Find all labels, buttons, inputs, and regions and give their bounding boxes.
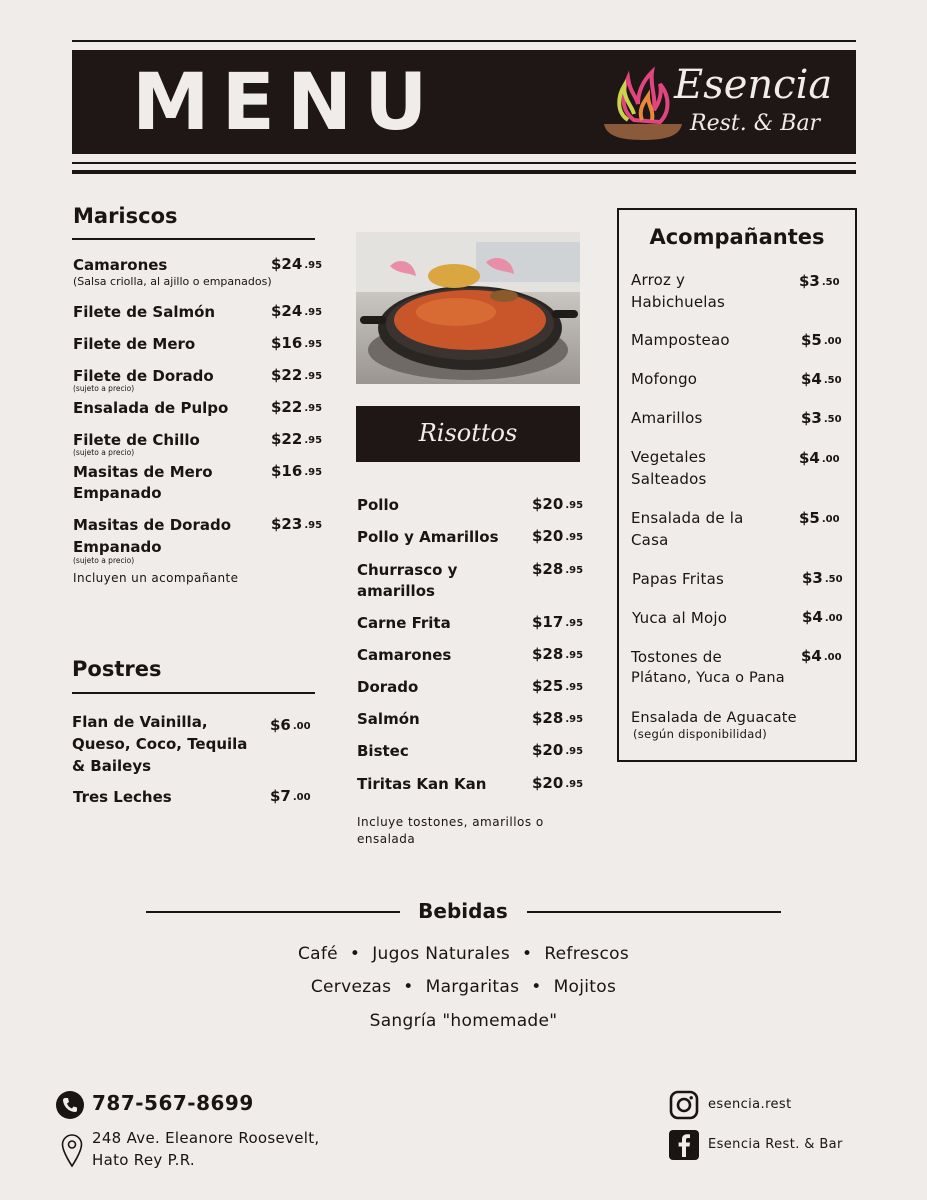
paella-dish-illustration	[356, 232, 580, 384]
risottos-item-name: Salmón	[357, 710, 420, 728]
acompanantes-item-price: $3 .50	[802, 569, 843, 587]
bebidas-line-2	[0, 975, 927, 999]
acompanantes-item-price: $5 .00	[799, 509, 840, 527]
phone-number[interactable]: 787-567-8699	[92, 1091, 254, 1115]
acompanantes-item-price: $4 .00	[799, 449, 840, 467]
mariscos-item-price: $16 .95	[271, 462, 323, 480]
phone-icon	[56, 1091, 84, 1119]
bebida-item: Sangría "homemade"	[369, 1011, 558, 1031]
risottos-item-price: $17 .95	[532, 613, 584, 631]
acompanantes-item-name: Mofongo	[631, 370, 698, 388]
mariscos-footnote: Incluyen un acompañante	[73, 571, 239, 585]
acompanantes-item-price: $4 .00	[802, 608, 843, 626]
acompanantes-item-name: Casa	[631, 531, 669, 549]
mariscos-item-note: (sujeto a precio)	[73, 384, 135, 393]
risottos-footnote: ensalada	[357, 832, 416, 846]
risottos-item-name: Churrasco y	[357, 561, 458, 579]
risottos-item-price: $28 .95	[532, 709, 584, 727]
mariscos-item-price: $22 .95	[271, 430, 323, 448]
risottos-item-price: $25 .95	[532, 677, 584, 695]
mariscos-item-note: (sujeto a precio)	[73, 556, 135, 565]
bebidas-title: Bebidas	[418, 899, 508, 923]
bebidas-line-1	[0, 942, 927, 966]
acompanantes-item-name: Tostones de	[631, 648, 722, 666]
mariscos-item-note: (sujeto a precio)	[73, 448, 135, 457]
mariscos-item-name: Masitas de Dorado	[73, 516, 232, 534]
risottos-item-name: Bistec	[357, 742, 409, 760]
acompanantes-item-price: $3 .50	[799, 272, 840, 290]
risottos-item-name: Pollo y Amarillos	[357, 528, 499, 546]
acompanantes-item-price: $4 .00	[801, 647, 842, 665]
mariscos-item-price: $22 .95	[271, 366, 323, 384]
risottos-item-name: Dorado	[357, 678, 419, 696]
risottos-item-price: $20 .95	[532, 774, 584, 792]
bebida-separator: •	[521, 944, 533, 964]
acompanantes-item-name: Yuca al Mojo	[632, 609, 728, 627]
paella-photo	[356, 232, 580, 384]
risottos-item-name: Carne Frita	[357, 614, 451, 632]
acompanantes-item-price: $4 .50	[801, 370, 842, 388]
mariscos-item-name: Filete de Mero	[73, 335, 196, 353]
mariscos-item-name: Masitas de Mero	[73, 463, 213, 481]
bebida-separator: •	[349, 944, 361, 964]
acompanantes-item-note: (según disponibilidad)	[633, 727, 768, 741]
risottos-item-name: Pollo	[357, 496, 399, 514]
mariscos-item-name: Empanado	[73, 484, 162, 502]
facebook-icon[interactable]	[669, 1130, 699, 1160]
mariscos-item-name: Camarones	[73, 256, 168, 274]
risottos-item-price: $28 .95	[532, 560, 584, 578]
mariscos-item-name: Ensalada de Pulpo	[73, 399, 229, 417]
risottos-item-name: Camarones	[357, 646, 452, 664]
bebida-item: Jugos Naturales	[372, 944, 510, 964]
risottos-item-price: $28 .95	[532, 645, 584, 663]
logo-name: Esencia	[674, 62, 833, 108]
postres-rule	[72, 692, 315, 694]
acompanantes-item-name: Arroz y	[631, 271, 686, 289]
bebida-separator: •	[531, 977, 542, 997]
postres-item-name: Tres Leches	[73, 788, 172, 806]
mariscos-item-price: $24 .95	[271, 255, 323, 273]
address-line-1: 248 Ave. Eleanore Roosevelt,	[92, 1129, 320, 1147]
postres-item-name: Queso, Coco, Tequila	[72, 735, 248, 753]
location-pin-icon	[60, 1133, 84, 1169]
acompanantes-item-name: Ensalada de la	[631, 509, 744, 527]
acompanantes-title: Acompañantes	[649, 225, 825, 249]
bebida-item: Café	[297, 944, 338, 964]
bebida-item: Mojitos	[553, 977, 617, 997]
risottos-title: Risottos	[418, 419, 518, 447]
mariscos-item-name: Filete de Chillo	[73, 431, 200, 449]
bebida-separator: •	[403, 977, 414, 997]
mariscos-item-price: $16 .95	[271, 334, 323, 352]
address-line-2: Hato Rey P.R.	[92, 1151, 195, 1169]
logo-subtitle: Rest. & Bar	[690, 111, 821, 136]
acompanantes-item-price: $5 .00	[801, 331, 842, 349]
postres-item-price: $6 .00	[270, 716, 311, 734]
bebida-item: Cervezas	[310, 977, 392, 997]
postres-item-price: $7 .00	[270, 787, 311, 805]
risottos-item-price: $20 .95	[532, 527, 584, 545]
bebidas-rule-left	[146, 911, 400, 913]
instagram-handle[interactable]: esencia.rest	[708, 1097, 792, 1112]
mariscos-item-price: $23 .95	[271, 515, 323, 533]
bebida-item: Margaritas	[425, 977, 520, 997]
facebook-page[interactable]: Esencia Rest. & Bar	[708, 1137, 843, 1152]
header-bottom-rule-1	[72, 162, 856, 164]
acompanantes-item-name: Mamposteao	[631, 331, 730, 349]
risottos-item-name: Tiritas Kan Kan	[357, 775, 487, 793]
bebidas-line-3	[0, 1009, 927, 1033]
acompanantes-item-name: Ensalada de Aguacate	[631, 710, 797, 726]
mariscos-item-name: Empanado	[73, 538, 162, 556]
risottos-item-price: $20 .95	[532, 495, 584, 513]
mariscos-rule	[72, 238, 315, 240]
acompanantes-item-price: $3 .50	[801, 409, 842, 427]
header-bottom-rule-2	[72, 170, 856, 174]
acompanantes-item-name: Amarillos	[631, 409, 703, 427]
acompanantes-item-name: Salteados	[631, 470, 707, 488]
risottos-item-name: amarillos	[357, 582, 435, 600]
menu-title: MENU	[132, 58, 440, 148]
mariscos-item-name: Filete de Salmón	[73, 303, 216, 321]
instagram-icon[interactable]	[669, 1090, 699, 1120]
mariscos-item-name: Filete de Dorado	[73, 367, 214, 385]
acompanantes-item-name: Habichuelas	[631, 293, 726, 311]
risottos-footnote: Incluye tostones, amarillos o	[357, 815, 544, 829]
acompanantes-item-name: Plátano, Yuca o Pana	[631, 670, 785, 686]
acompanantes-item-name: Papas Fritas	[632, 570, 725, 588]
mariscos-title: Mariscos	[73, 204, 178, 228]
bebida-item: Refrescos	[544, 944, 630, 964]
risottos-item-price: $20 .95	[532, 741, 584, 759]
acompanantes-item-name: Vegetales	[631, 448, 707, 466]
postres-item-name: Flan de Vainilla,	[72, 713, 208, 731]
bebidas-rule-right	[527, 911, 781, 913]
mariscos-item-note: (Salsa criolla, al ajillo o empanados)	[73, 275, 272, 288]
mariscos-item-price: $22 .95	[271, 398, 323, 416]
postres-title: Postres	[72, 657, 162, 681]
mariscos-item-price: $24 .95	[271, 302, 323, 320]
header-top-rule	[72, 40, 856, 42]
postres-item-name: & Baileys	[72, 757, 152, 775]
